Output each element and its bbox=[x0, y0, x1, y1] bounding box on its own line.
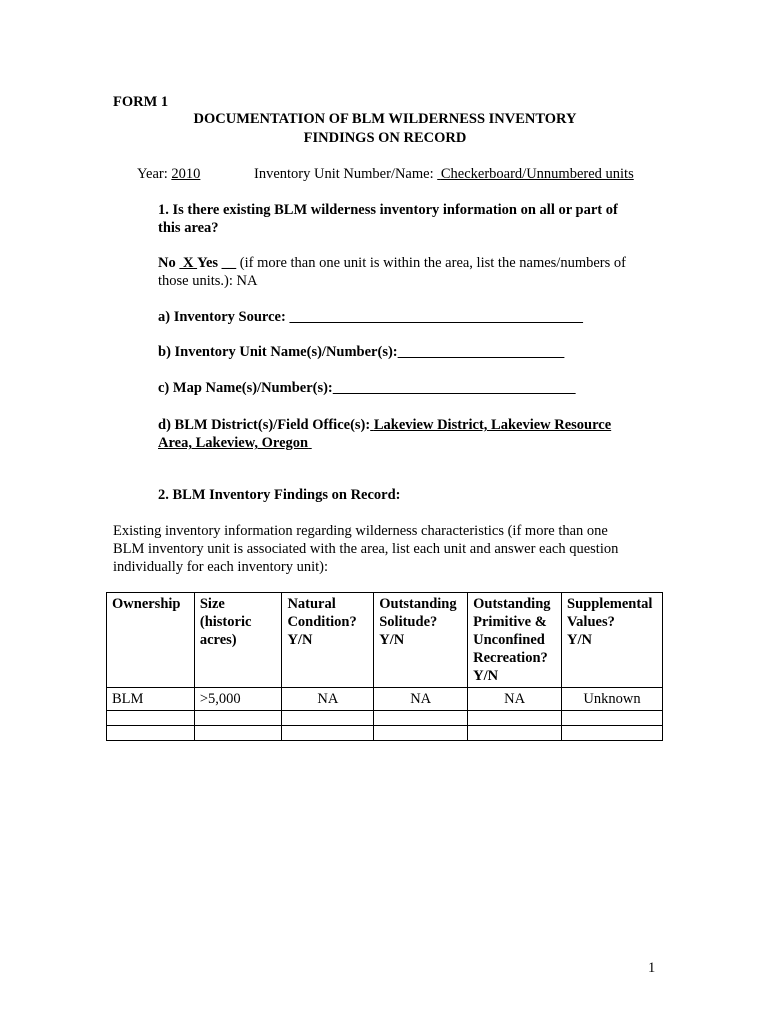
header-supplemental-values: Supplemental Values? Y/N bbox=[562, 593, 663, 688]
question-2-intro-line1: Existing inventory information regarding wilderness characteristics (if more than one bbox=[113, 523, 608, 539]
question-2-intro-line3: individually for each inventory unit): bbox=[113, 559, 329, 575]
no-checkmark: X bbox=[182, 255, 194, 271]
question-1-line2: this area? bbox=[158, 220, 219, 236]
inventory-unit-names-item bbox=[158, 344, 564, 361]
no-label: No bbox=[158, 255, 176, 271]
cell-ownership: BLM bbox=[107, 688, 195, 711]
cell-outstanding-solitude: NA bbox=[374, 688, 468, 711]
page-number: 1 bbox=[648, 960, 656, 976]
table-row-empty bbox=[107, 711, 663, 726]
district-field-office-value-line1: Lakeview District, Lakeview Resource bbox=[373, 417, 612, 433]
map-names-item bbox=[158, 380, 576, 397]
units-note-line1: (if more than one unit is within the area, list the names/numbers of bbox=[239, 255, 626, 271]
cell-outstanding-recreation: NA bbox=[468, 688, 562, 711]
year-value: 2010 bbox=[171, 166, 201, 182]
document-title-line1: DOCUMENTATION OF BLM WILDERNESS INVENTORY bbox=[193, 111, 577, 127]
map-names-label: c) Map Name(s)/Number(s): bbox=[158, 380, 333, 396]
question-2-intro bbox=[113, 522, 618, 576]
header-natural-condition: Natural Condition? Y/N bbox=[282, 593, 374, 688]
inventory-unit-label: Inventory Unit Number/Name: bbox=[254, 166, 434, 182]
yes-checkmark: __ bbox=[221, 255, 237, 271]
question-1 bbox=[158, 201, 618, 237]
district-field-office-label: d) BLM District(s)/Field Office(s): bbox=[158, 417, 371, 433]
map-names-blank bbox=[333, 380, 576, 396]
inventory-source-blank bbox=[289, 309, 583, 325]
inventory-unit-value: Checkerboard/Unnumbered units bbox=[440, 166, 634, 182]
district-field-office-value-line2: Area, Lakeview, Oregon bbox=[158, 435, 309, 451]
inventory-source-item bbox=[158, 309, 583, 326]
yes-label: Yes bbox=[197, 255, 219, 271]
header-outstanding-recreation: Outstanding Primitive & Unconfined Recreation? Y/N bbox=[468, 593, 562, 688]
question-1-line1: 1. Is there existing BLM wilderness inventory information on all or part of bbox=[158, 202, 618, 218]
year-label: Year: bbox=[137, 166, 168, 182]
document-title-line2: FINDINGS ON RECORD bbox=[303, 130, 467, 146]
question-2-intro-line2: BLM inventory unit is associated with the area, list each unit and answer each question bbox=[113, 541, 619, 557]
question-2-heading: 2. BLM Inventory Findings on Record: bbox=[158, 487, 401, 503]
inventory-unit-names-label: b) Inventory Unit Name(s)/Number(s): bbox=[158, 344, 398, 360]
form-label: FORM 1 bbox=[113, 94, 169, 110]
table-row bbox=[107, 688, 663, 711]
question-1-answer bbox=[158, 254, 626, 290]
findings-table bbox=[106, 592, 663, 741]
inventory-source-label: a) Inventory Source: bbox=[158, 309, 286, 325]
year-field bbox=[137, 166, 200, 183]
cell-size: >5,000 bbox=[194, 688, 282, 711]
header-ownership: Ownership bbox=[107, 593, 195, 688]
inventory-unit-names-blank bbox=[398, 344, 565, 360]
table-row-empty bbox=[107, 726, 663, 741]
cell-supplemental-values: Unknown bbox=[562, 688, 663, 711]
header-size: Size (historic acres) bbox=[194, 593, 282, 688]
district-field-office-item bbox=[158, 416, 611, 452]
inventory-unit-field bbox=[254, 166, 634, 183]
header-outstanding-solitude: Outstanding Solitude? Y/N bbox=[374, 593, 468, 688]
findings-header-row bbox=[107, 593, 663, 688]
units-note-line2: those units.): NA bbox=[158, 273, 258, 289]
cell-natural-condition: NA bbox=[282, 688, 374, 711]
